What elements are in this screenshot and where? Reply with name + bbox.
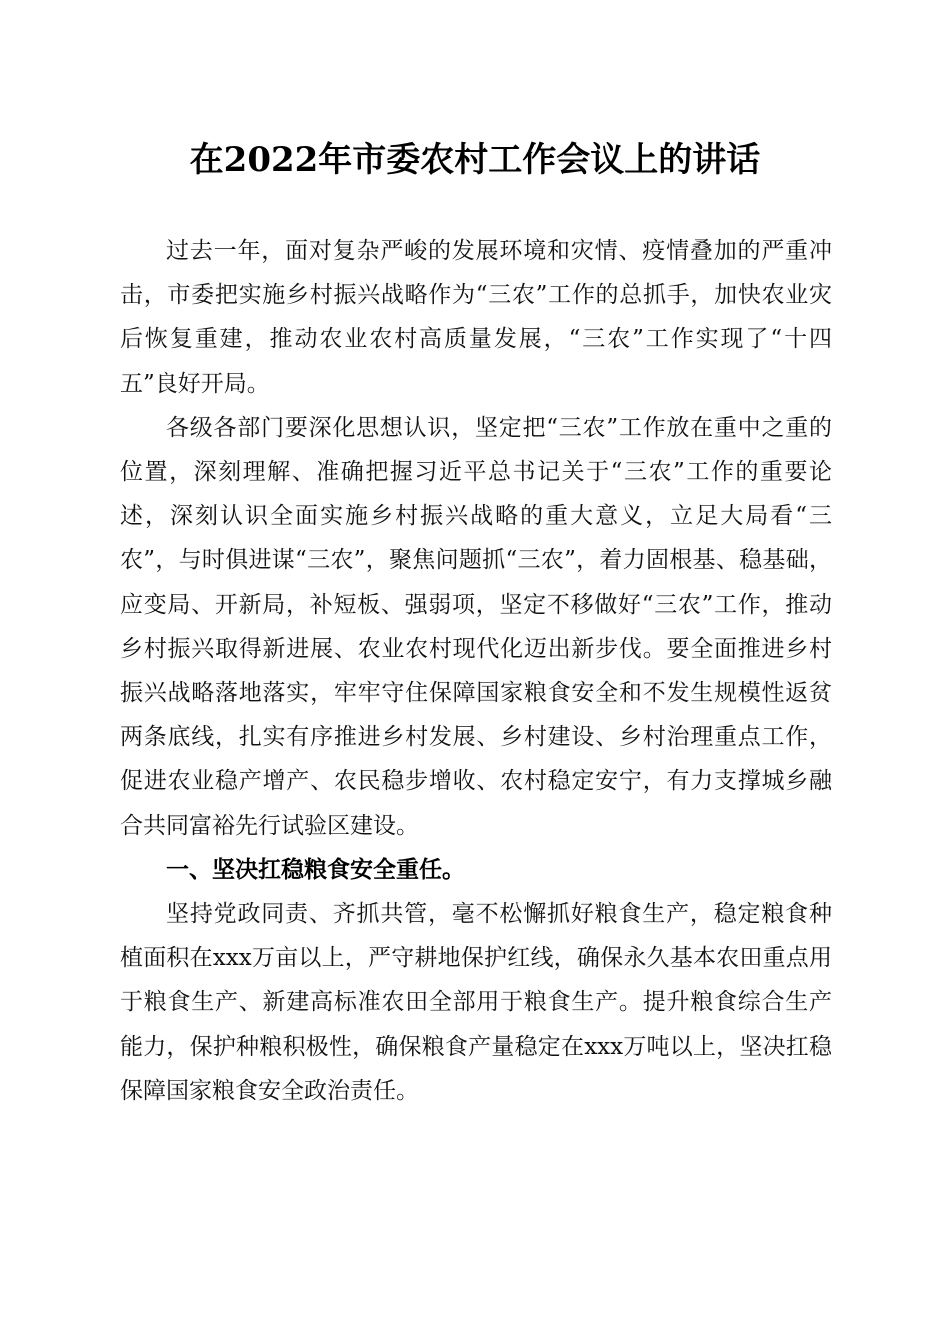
document-title: 在2022年市委农村工作会议上的讲话 [189, 140, 761, 180]
paragraph: 各级各部门要深化思想认识，坚定把“三农”工作放在重中之重的位置，深刻理解、准确把握习近平总书记关于“三农”工作的重要论述，深刻认识全面实施乡村振兴战略的重大意义，立足大局看“三农”，与时俱进谋“三农”，聚焦问题抓“三农”，着力固根基、稳基础，应变局、开新局，补短板、强弱项，坚定不移做好“三农”工作，推动乡村振兴取得新进展、农业农村现代化迈出新步伐。要全面推进乡村振兴战略落地落实，牢牢守住保障国家粮食安全和不发生规模性返贫两条底线，扎实有序推进乡村发展、乡村建设、乡村治理重点工作，促进农业稳产增产、农民稳步增收、农村稳定安宁，有力支撑城乡融合共同富裕先行试验区建设。 [120, 414, 832, 839]
section-heading: 一、坚决扛稳粮食安全重任。 [166, 856, 465, 883]
document-body [120, 229, 832, 1113]
section-paragraph: 坚持党政同责、齐抓共管，毫不松懈抓好粮食生产，稳定粮食种植面积在xxx万亩以上，严守耕地保护红线，确保永久基本农田重点用于粮食生产、新建高标准农田全部用于粮食生产。提升粮食综合生产能力，保护种粮积极性，确保粮食产量稳定在xxx万吨以上，坚决扛稳保障国家粮食安全政治责任。 [120, 901, 832, 1104]
paragraph: 过去一年，面对复杂严峻的发展环境和灾情、疫情叠加的严重冲击，市委把实施乡村振兴战略作为“三农”工作的总抓手，加快农业灾后恢复重建，推动农业农村高质量发展，“三农”工作实现了“十四五”良好开局。 [120, 238, 832, 397]
